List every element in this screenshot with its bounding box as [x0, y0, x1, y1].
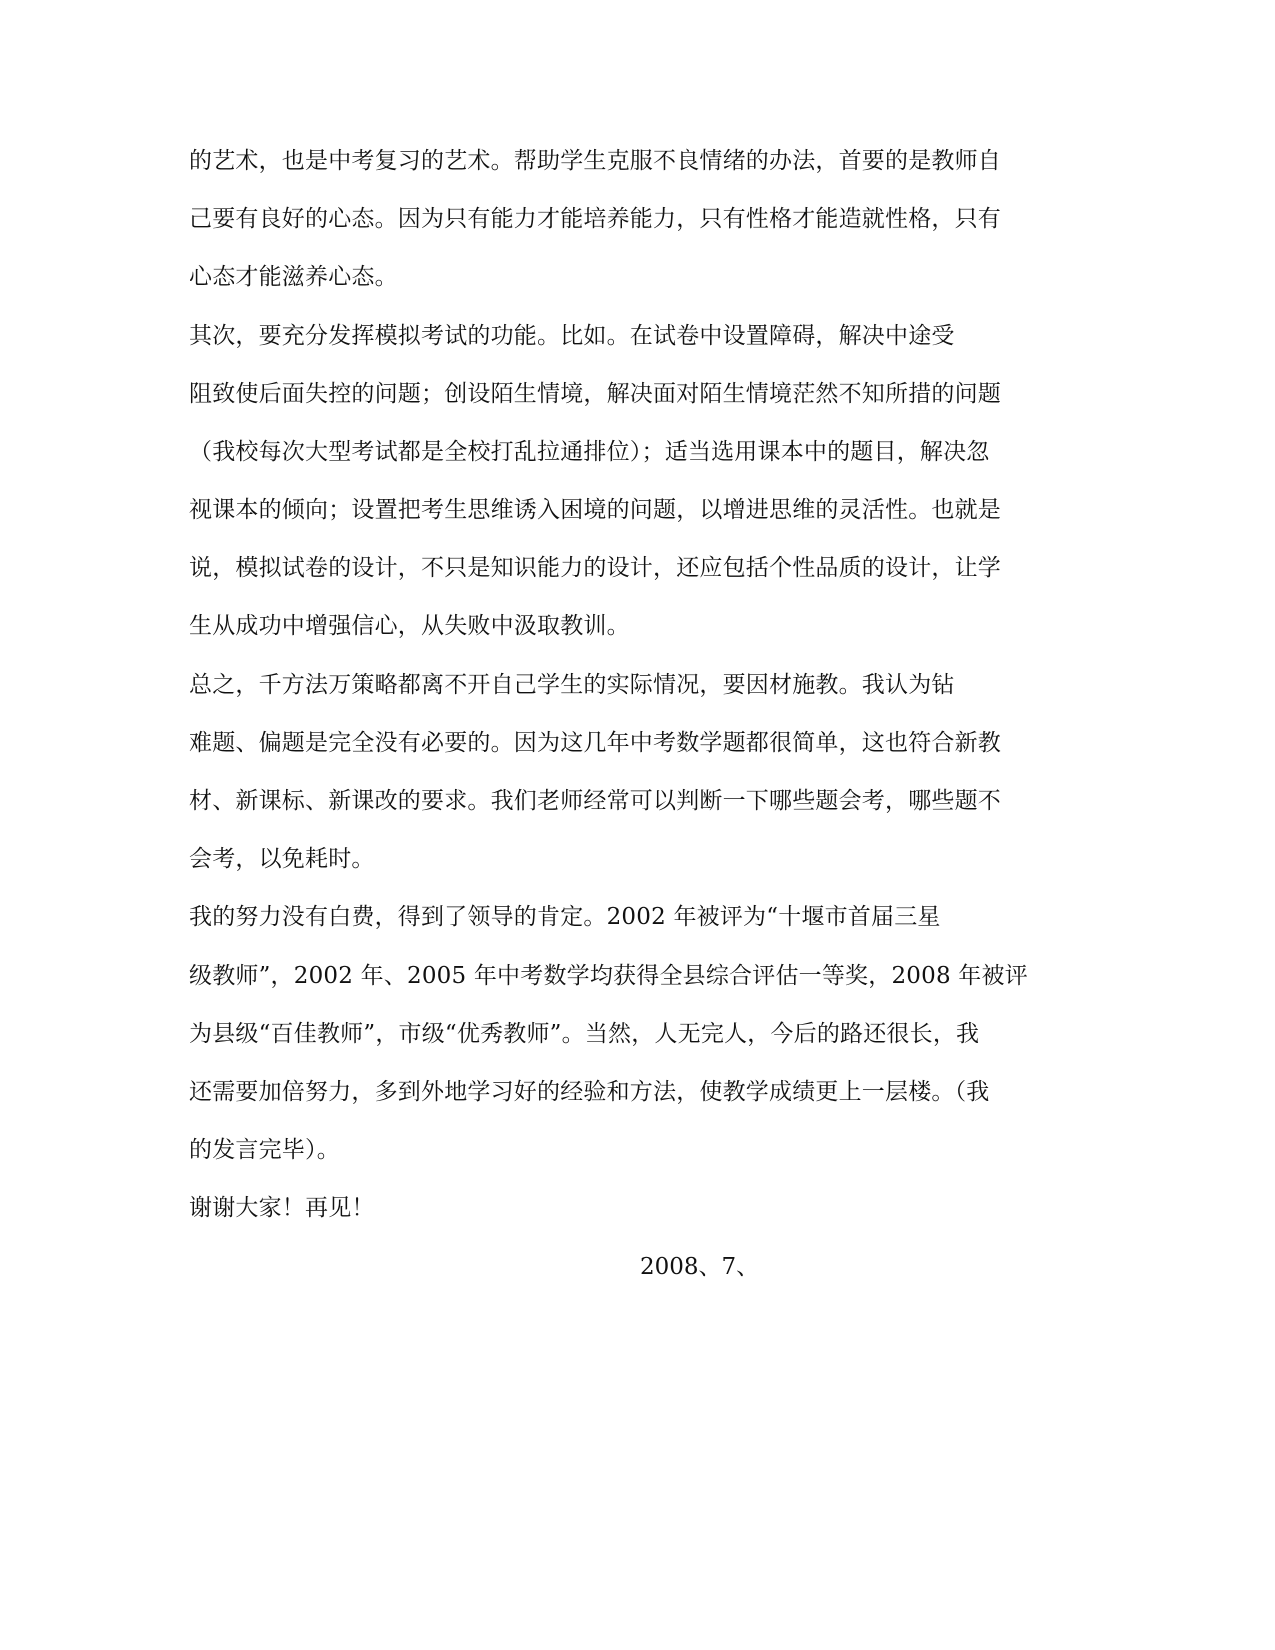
text-line: 还需要加倍努力，多到外地学习好的经验和方法，使教学成绩更上一层楼。（我 [189, 1079, 990, 1105]
text-line: 的发言完毕）。 [189, 1137, 340, 1163]
text-line: 的艺术，也是中考复习的艺术。帮助学生克服不良情绪的办法，首要的是教师自 [189, 148, 1001, 174]
document-date: 2008、7、 [640, 1254, 760, 1280]
text-line: 其次，要充分发挥模拟考试的功能。比如。在试卷中设置障碍，解决中途受 [189, 323, 955, 349]
text-line: 总之，千方法万策略都离不开自己学生的实际情况，要因材施教。我认为钻 [189, 672, 955, 698]
text-line: 我的努力没有白费，得到了领导的肯定。2002 年被评为“十堰市首届三星 [189, 904, 941, 930]
text-line: （我校每次大型考试都是全校打乱拉通排位）；适当选用课本中的题目，解决忽 [189, 439, 990, 465]
text-line: 级教师”，2002 年、2005 年中考数学均获得全县综合评估一等奖，2008 年被评 [189, 963, 1028, 989]
text-line: 会考，以免耗时。 [189, 846, 375, 872]
text-line: 己要有良好的心态。因为只有能力才能培养能力，只有性格才能造就性格，只有 [189, 206, 1001, 232]
text-line: 心态才能滋养心态。 [189, 264, 398, 290]
text-line: 材、新课标、新课改的要求。我们老师经常可以判断一下哪些题会考，哪些题不 [189, 788, 1001, 814]
text-line: 视课本的倾向；设置把考生思维诱入困境的问题，以增进思维的灵活性。也就是 [189, 497, 1001, 523]
text-line: 说，模拟试卷的设计，不只是知识能力的设计，还应包括个性品质的设计，让学 [189, 555, 1001, 581]
text-line: 难题、偏题是完全没有必要的。因为这几年中考数学题都很简单，这也符合新教 [189, 730, 1001, 756]
text-line: 阻致使后面失控的问题；创设陌生情境，解决面对陌生情境茫然不知所措的问题 [189, 381, 1001, 407]
text-line: 为县级“百佳教师”，市级“优秀教师”。当然，人无完人，今后的路还很长，我 [189, 1021, 980, 1047]
text-line: 生从成功中增强信心，从失败中汲取教训。 [189, 613, 630, 639]
text-line: 谢谢大家！再见！ [189, 1195, 375, 1221]
